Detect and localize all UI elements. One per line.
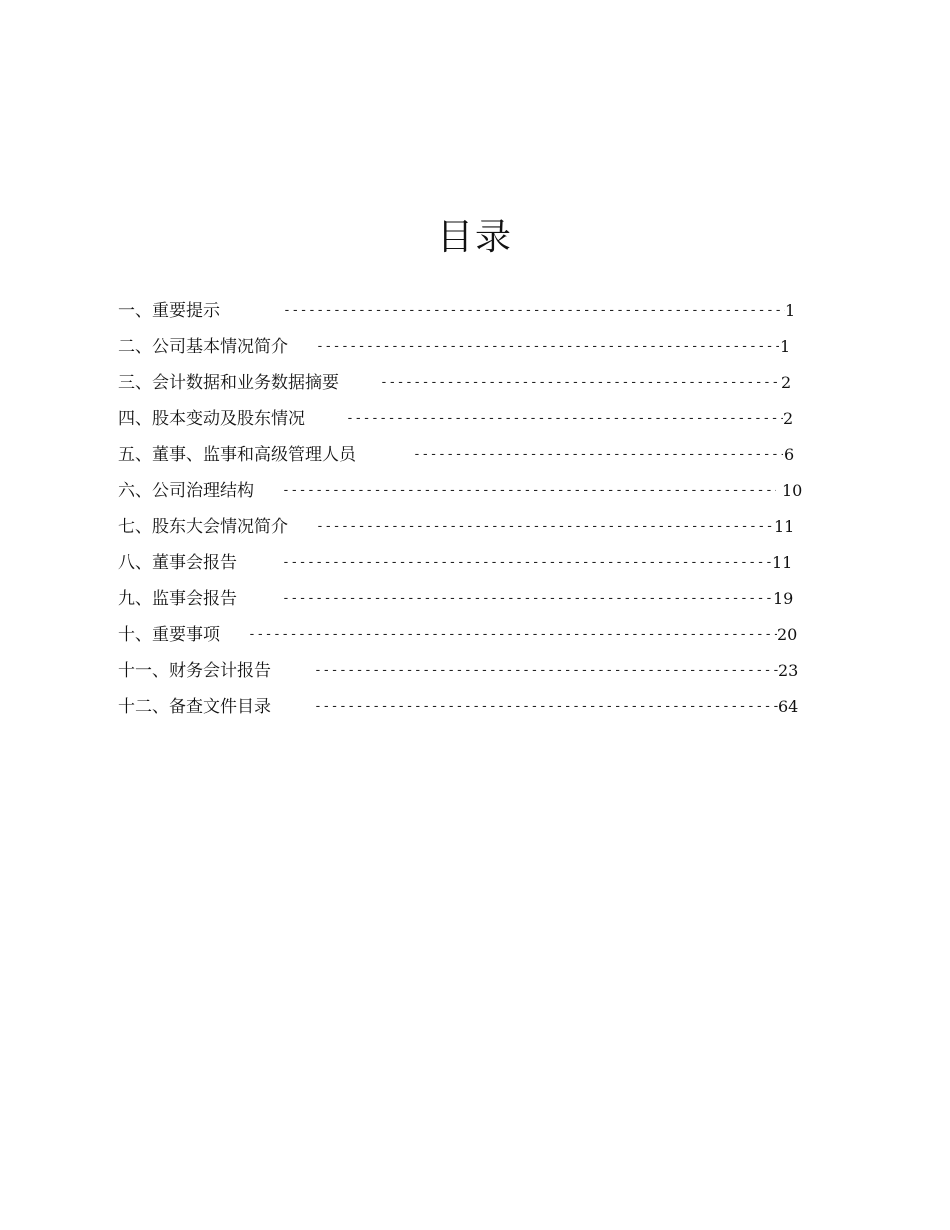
toc-entry[interactable] [118, 693, 838, 721]
toc-entry-label: 十一、财务会计报告 [118, 661, 271, 681]
toc-leader-dashes [316, 333, 779, 361]
toc-entry-label: 七、股东大会情况简介 [118, 517, 288, 537]
toc-leader-dashes [413, 441, 783, 469]
toc-entry[interactable] [118, 657, 838, 685]
toc-entry-page: 1 [780, 337, 791, 356]
page-title: 目录 [436, 217, 513, 258]
toc-entry[interactable] [118, 549, 838, 577]
toc-entry[interactable] [118, 477, 838, 505]
toc-entry-label: 五、董事、监事和高级管理人员 [118, 445, 356, 465]
toc-leader-dashes [314, 693, 778, 721]
toc-leader-dashes [314, 657, 778, 685]
toc-entry-label: 一、重要提示 [118, 301, 220, 321]
toc-leader-dashes [248, 621, 777, 649]
toc-entry-label: 二、公司基本情况简介 [118, 337, 288, 357]
toc-entry-page: 19 [773, 589, 794, 608]
toc-entry-label: 十、重要事项 [118, 625, 220, 645]
toc-leader-dashes [282, 585, 772, 613]
toc-leader-dashes [282, 549, 772, 577]
toc-entry[interactable] [118, 369, 838, 397]
toc-entry-page: 64 [778, 697, 799, 716]
toc-entry[interactable] [118, 333, 838, 361]
toc-entry-page: 2 [781, 373, 792, 392]
toc-entry[interactable] [118, 621, 838, 649]
toc-entry-page: 11 [774, 517, 795, 536]
toc-entry[interactable] [118, 513, 838, 541]
toc-leader-dashes [283, 297, 785, 325]
toc-entry-page: 23 [778, 661, 799, 680]
toc-leader-dashes [380, 369, 781, 397]
toc-leader-dashes [282, 477, 776, 505]
toc-leader-dashes [316, 513, 774, 541]
toc-entry-page: 6 [784, 445, 795, 464]
toc-leader-dashes [346, 405, 783, 433]
toc-entry-label: 十二、备查文件目录 [118, 697, 271, 717]
toc-entry-label: 九、监事会报告 [118, 589, 237, 609]
toc-entry-page: 2 [783, 409, 794, 428]
toc-entry-label: 六、公司治理结构 [118, 481, 254, 501]
toc-entry-page: 10 [782, 481, 803, 500]
toc-entry-page: 11 [772, 553, 793, 572]
toc-entry[interactable] [118, 441, 838, 469]
toc-entry-label: 八、董事会报告 [118, 553, 237, 573]
toc-entry[interactable] [118, 585, 838, 613]
toc-entry-page: 1 [785, 301, 796, 320]
toc-entry-label: 三、会计数据和业务数据摘要 [118, 373, 339, 393]
toc-entry[interactable] [118, 297, 838, 325]
toc-entry-page: 20 [777, 625, 798, 644]
toc-entry-label: 四、股本变动及股东情况 [118, 409, 305, 429]
toc-entry[interactable] [118, 405, 838, 433]
